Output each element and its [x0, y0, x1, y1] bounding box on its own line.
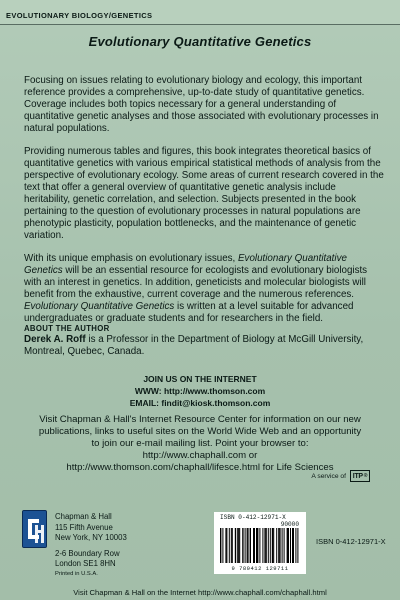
barcode-bar — [237, 528, 238, 563]
barcode-bar — [247, 528, 248, 563]
barcode-bar — [266, 528, 267, 563]
barcode-bar — [276, 528, 277, 563]
isbn-side: ISBN 0-412-12971-X — [316, 537, 386, 546]
publisher-name: Chapman & Hall — [55, 512, 112, 521]
barcode-bar — [257, 528, 258, 563]
paragraph-3 — [24, 253, 384, 325]
barcode-bar — [238, 528, 239, 563]
chapman-line-1: Visit Chapman & Hall's Internet Resource Center for information on our new — [39, 414, 361, 425]
publisher-address — [55, 512, 127, 575]
chapman-notice — [0, 414, 400, 474]
publisher-uk — [55, 549, 127, 570]
barcode-bar — [253, 528, 254, 563]
barcode-bar — [262, 528, 263, 563]
barcode-bar — [287, 528, 288, 563]
printed-in: Printed in U.S.A. — [55, 571, 98, 577]
barcode-bar — [288, 528, 289, 563]
chapman-link-1[interactable]: http://www.chaphall.com or — [142, 450, 258, 461]
service-label: A service of — [311, 472, 346, 480]
about-heading: ABOUT THE AUTHOR — [24, 324, 110, 333]
www-link[interactable]: WWW: http://www.thomson.com — [134, 386, 266, 396]
email-link[interactable]: EMAIL: findit@kiosk.thomson.com — [129, 398, 271, 408]
barcode-isbn: ISBN 0-412-12971-X — [220, 514, 286, 521]
barcode-bar — [284, 528, 285, 563]
barcode-bar — [229, 528, 230, 563]
chapman-hall-logo-icon — [22, 510, 47, 548]
header-bar — [0, 0, 400, 24]
publisher-city-us: New York, NY 10003 — [55, 533, 127, 542]
publisher-street-uk: 2-6 Boundary Row — [55, 548, 120, 558]
barcode-bar — [292, 528, 293, 563]
barcode-bar — [268, 528, 269, 563]
description — [24, 75, 384, 333]
footer-link[interactable]: Visit Chapman & Hall on the Internet http://www.chaphall.com/chaphall.html — [73, 588, 327, 597]
barcode-bar — [259, 528, 260, 563]
publisher-street-us: 115 Fifth Avenue — [55, 522, 113, 532]
barcode-bar — [235, 528, 236, 563]
barcode-bar — [245, 528, 246, 563]
barcode-bar — [231, 528, 232, 563]
barcode-bar — [297, 528, 298, 563]
chapman-link-2[interactable]: http://www.thomson.com/chaphall/lifesce.html for Life Sciences — [66, 462, 334, 473]
barcode-digits: 9 780412 129711 — [231, 565, 289, 572]
author-description: is a Professor in the Department of Biology at McGill University, Montreal, Quebec, Canada. — [24, 334, 364, 357]
chapman-hall-logo-svg — [23, 511, 46, 547]
barcode-bar — [256, 528, 257, 563]
barcode-bar — [232, 528, 233, 563]
paragraph-3-part-a: With its unique emphasis on evolutionary issues, — [24, 253, 239, 264]
barcode-bar — [222, 528, 223, 563]
paragraph-3-title-1: Evolutionary Quantitative Genetics — [24, 253, 347, 276]
paragraph-3-title-2: Evolutionary Quantitative Genetics — [24, 301, 175, 312]
barcode-bar — [282, 528, 283, 563]
author-name: Derek A. Roff — [24, 334, 86, 345]
barcode-bar — [272, 528, 273, 563]
book-title: Evolutionary Quantitative Genetics — [88, 34, 312, 49]
registered-mark: ® — [363, 472, 368, 479]
paragraph-1: Focusing on issues relating to evolutionary biology and ecology, this important reference provides a comprehensive, up-to-date study of quantitative genetics. Coverage includes both topics necessary for a general understanding of quantitative genetic analyses and those associated with evolutionary processes in natural populations. — [24, 75, 379, 134]
barcode-bar — [220, 528, 221, 563]
publisher-city-uk: London SE1 8HN — [55, 559, 116, 568]
publisher-us — [55, 512, 127, 544]
barcode-box — [214, 512, 306, 574]
barcode-bar — [264, 528, 265, 563]
author-bio — [24, 334, 384, 358]
barcode-bar — [290, 528, 291, 563]
barcode-bar — [273, 528, 274, 563]
chapman-line-2: publications, links to useful sites on the World Wide Web and an opportunity — [38, 426, 362, 437]
barcode-bar — [239, 528, 240, 563]
itp-logo-icon — [350, 470, 370, 482]
barcode-bar — [295, 528, 296, 563]
barcode-price-code: 90000 — [280, 521, 299, 528]
paragraph-3-part-b: will be an essential resource for ecologists and evolutionary biologists with an interest in genetics. In addition, geneticists and molecular biologists will benefit from the exhaustive, current coverage and the numerous references. — [24, 265, 368, 300]
itp-mark-text: ITP — [352, 472, 363, 480]
barcode-bar — [270, 528, 271, 563]
barcode-icon — [220, 528, 300, 563]
barcode-bar — [254, 528, 255, 563]
itp-service — [311, 470, 370, 482]
barcode-bar — [278, 528, 279, 563]
barcode-bar — [250, 528, 251, 563]
barcode-bar — [226, 528, 227, 563]
barcode-bar — [248, 528, 249, 563]
internet-heading: JOIN US ON THE INTERNET — [143, 374, 257, 384]
internet-section — [0, 373, 400, 409]
paragraph-2: Providing numerous tables and figures, this book integrates theoretical basics of quantitative genetics with various empirical statistical methods of analysis from the perspective of evolutionary ecology. Some areas of current research covered in the text that offer a general overview of quantitative genetic analysis include heritability, genetic correlation, and selection. Subjects presented in the book pertaining to the question of evolutionary processes in natural populations are phenotypic plasticity, population bottlenecks, and the maintenance of genetic variation. — [24, 146, 384, 241]
header-divider — [0, 24, 400, 25]
barcode-bar — [279, 528, 280, 563]
chapman-line-3: to join our e-mail mailing list. Point your browser to: — [91, 438, 309, 449]
barcode-bar — [225, 528, 226, 563]
paragraph-3-part-c: is written at a level suitable for advanced undergraduates or graduate students and for researchers in the field. — [24, 301, 354, 324]
barcode-bar — [242, 528, 243, 563]
barcode-bar — [293, 528, 294, 563]
series-label: EVOLUTIONARY BIOLOGY/GENETICS — [6, 11, 153, 20]
